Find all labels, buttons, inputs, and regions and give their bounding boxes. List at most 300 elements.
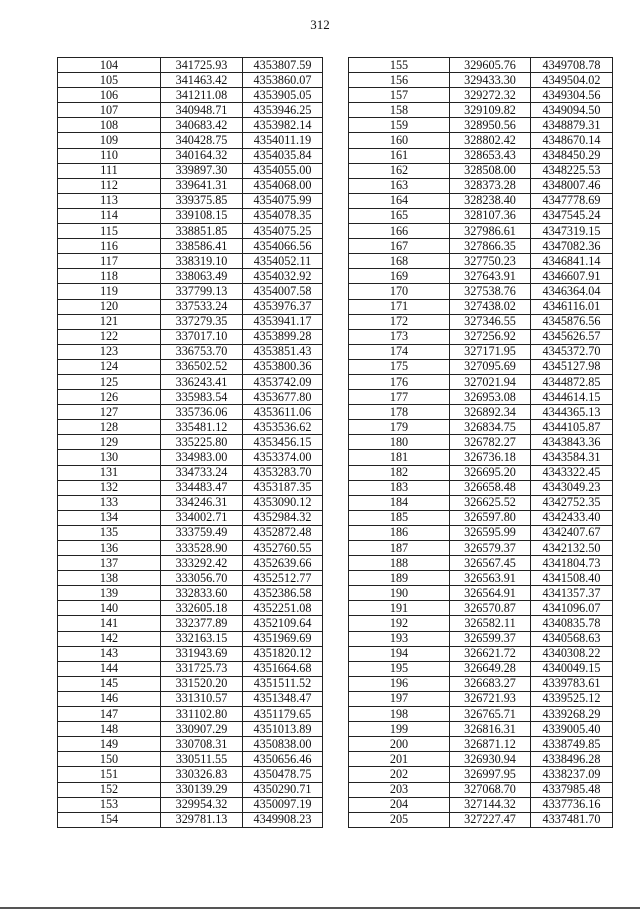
point-number-cell: 122 xyxy=(58,329,161,344)
y-coordinate-cell: 4354075.99 xyxy=(243,193,323,208)
point-number-cell: 104 xyxy=(58,58,161,73)
table-row xyxy=(58,163,323,178)
table-row xyxy=(58,465,323,480)
x-coordinate-cell: 333292.42 xyxy=(161,556,243,571)
y-coordinate-cell: 4350290.71 xyxy=(243,782,323,797)
x-coordinate-cell: 335983.54 xyxy=(161,390,243,405)
table-row xyxy=(58,782,323,797)
x-coordinate-cell: 329781.13 xyxy=(161,812,243,827)
point-number-cell: 111 xyxy=(58,163,161,178)
x-coordinate-cell: 333759.49 xyxy=(161,525,243,540)
point-number-cell: 190 xyxy=(349,586,450,601)
x-coordinate-cell: 327538.76 xyxy=(450,284,531,299)
y-coordinate-cell: 4347319.15 xyxy=(531,224,613,239)
x-coordinate-cell: 328238.40 xyxy=(450,193,531,208)
point-number-cell: 106 xyxy=(58,88,161,103)
x-coordinate-cell: 339108.15 xyxy=(161,208,243,223)
y-coordinate-cell: 4353860.07 xyxy=(243,73,323,88)
y-coordinate-cell: 4347082.36 xyxy=(531,239,613,254)
x-coordinate-cell: 337017.10 xyxy=(161,329,243,344)
y-coordinate-cell: 4354007.58 xyxy=(243,284,323,299)
x-coordinate-cell: 336502.52 xyxy=(161,359,243,374)
table-row xyxy=(349,73,613,88)
point-number-cell: 112 xyxy=(58,178,161,193)
table-row xyxy=(58,359,323,374)
table-row xyxy=(58,571,323,586)
y-coordinate-cell: 4342407.67 xyxy=(531,525,613,540)
table-row xyxy=(349,344,613,359)
y-coordinate-cell: 4341096.07 xyxy=(531,601,613,616)
y-coordinate-cell: 4352872.48 xyxy=(243,525,323,540)
point-number-cell: 147 xyxy=(58,707,161,722)
y-coordinate-cell: 4353899.28 xyxy=(243,329,323,344)
table-row xyxy=(58,450,323,465)
x-coordinate-cell: 326597.80 xyxy=(450,510,531,525)
x-coordinate-cell: 328508.00 xyxy=(450,163,531,178)
point-number-cell: 205 xyxy=(349,812,450,827)
point-number-cell: 118 xyxy=(58,269,161,284)
point-number-cell: 174 xyxy=(349,344,450,359)
table-row xyxy=(349,556,613,571)
table-row xyxy=(58,314,323,329)
table-row xyxy=(349,737,613,752)
table-row xyxy=(349,163,613,178)
table-row xyxy=(58,646,323,661)
x-coordinate-cell: 341463.42 xyxy=(161,73,243,88)
table-row xyxy=(349,239,613,254)
y-coordinate-cell: 4353090.12 xyxy=(243,495,323,510)
point-number-cell: 191 xyxy=(349,601,450,616)
point-number-cell: 124 xyxy=(58,359,161,374)
table-row xyxy=(349,722,613,737)
y-coordinate-cell: 4354066.56 xyxy=(243,239,323,254)
point-number-cell: 132 xyxy=(58,480,161,495)
point-number-cell: 126 xyxy=(58,390,161,405)
x-coordinate-cell: 330139.29 xyxy=(161,782,243,797)
point-number-cell: 128 xyxy=(58,420,161,435)
y-coordinate-cell: 4353905.05 xyxy=(243,88,323,103)
table-row xyxy=(349,103,613,118)
y-coordinate-cell: 4342433.40 xyxy=(531,510,613,525)
y-coordinate-cell: 4348670.14 xyxy=(531,133,613,148)
table-row xyxy=(349,133,613,148)
point-number-cell: 148 xyxy=(58,722,161,737)
x-coordinate-cell: 334983.00 xyxy=(161,450,243,465)
table-row xyxy=(58,73,323,88)
table-row xyxy=(349,601,613,616)
x-coordinate-cell: 326563.91 xyxy=(450,571,531,586)
point-number-cell: 134 xyxy=(58,510,161,525)
y-coordinate-cell: 4343843.36 xyxy=(531,435,613,450)
point-number-cell: 141 xyxy=(58,616,161,631)
table-row xyxy=(58,661,323,676)
x-coordinate-cell: 332377.89 xyxy=(161,616,243,631)
x-coordinate-cell: 341725.93 xyxy=(161,58,243,73)
table-row xyxy=(58,495,323,510)
x-coordinate-cell: 332833.60 xyxy=(161,586,243,601)
point-number-cell: 171 xyxy=(349,299,450,314)
table-row xyxy=(349,374,613,389)
point-number-cell: 161 xyxy=(349,148,450,163)
point-number-cell: 117 xyxy=(58,254,161,269)
point-number-cell: 189 xyxy=(349,571,450,586)
coordinates-table-right-body xyxy=(349,58,613,828)
x-coordinate-cell: 329954.32 xyxy=(161,797,243,812)
y-coordinate-cell: 4345127.98 xyxy=(531,359,613,374)
table-row xyxy=(349,586,613,601)
y-coordinate-cell: 4341804.73 xyxy=(531,556,613,571)
point-number-cell: 108 xyxy=(58,118,161,133)
point-number-cell: 186 xyxy=(349,525,450,540)
x-coordinate-cell: 329272.32 xyxy=(450,88,531,103)
point-number-cell: 110 xyxy=(58,148,161,163)
y-coordinate-cell: 4353946.25 xyxy=(243,103,323,118)
y-coordinate-cell: 4351013.89 xyxy=(243,722,323,737)
y-coordinate-cell: 4342132.50 xyxy=(531,541,613,556)
x-coordinate-cell: 327095.69 xyxy=(450,359,531,374)
x-coordinate-cell: 333056.70 xyxy=(161,571,243,586)
table-row xyxy=(58,390,323,405)
x-coordinate-cell: 327438.02 xyxy=(450,299,531,314)
point-number-cell: 187 xyxy=(349,541,450,556)
point-number-cell: 201 xyxy=(349,752,450,767)
table-row xyxy=(58,480,323,495)
y-coordinate-cell: 4345626.57 xyxy=(531,329,613,344)
y-coordinate-cell: 4348225.53 xyxy=(531,163,613,178)
x-coordinate-cell: 326953.08 xyxy=(450,390,531,405)
table-row xyxy=(349,420,613,435)
x-coordinate-cell: 328653.43 xyxy=(450,148,531,163)
x-coordinate-cell: 334483.47 xyxy=(161,480,243,495)
x-coordinate-cell: 334246.31 xyxy=(161,495,243,510)
point-number-cell: 166 xyxy=(349,224,450,239)
y-coordinate-cell: 4353941.17 xyxy=(243,314,323,329)
point-number-cell: 169 xyxy=(349,269,450,284)
y-coordinate-cell: 4338749.85 xyxy=(531,737,613,752)
x-coordinate-cell: 327866.35 xyxy=(450,239,531,254)
table-row xyxy=(349,450,613,465)
point-number-cell: 204 xyxy=(349,797,450,812)
coordinates-table-left xyxy=(57,57,323,828)
x-coordinate-cell: 326567.45 xyxy=(450,556,531,571)
point-number-cell: 185 xyxy=(349,510,450,525)
point-number-cell: 197 xyxy=(349,691,450,706)
x-coordinate-cell: 332163.15 xyxy=(161,631,243,646)
table-row xyxy=(58,691,323,706)
point-number-cell: 173 xyxy=(349,329,450,344)
y-coordinate-cell: 4353807.59 xyxy=(243,58,323,73)
x-coordinate-cell: 329433.30 xyxy=(450,73,531,88)
table-row xyxy=(349,571,613,586)
point-number-cell: 138 xyxy=(58,571,161,586)
point-number-cell: 193 xyxy=(349,631,450,646)
x-coordinate-cell: 327346.55 xyxy=(450,314,531,329)
point-number-cell: 176 xyxy=(349,374,450,389)
point-number-cell: 107 xyxy=(58,103,161,118)
table-row xyxy=(58,676,323,691)
point-number-cell: 168 xyxy=(349,254,450,269)
y-coordinate-cell: 4351511.52 xyxy=(243,676,323,691)
table-row xyxy=(349,631,613,646)
x-coordinate-cell: 338319.10 xyxy=(161,254,243,269)
x-coordinate-cell: 326997.95 xyxy=(450,767,531,782)
point-number-cell: 130 xyxy=(58,450,161,465)
y-coordinate-cell: 4340049.15 xyxy=(531,661,613,676)
y-coordinate-cell: 4354032.92 xyxy=(243,269,323,284)
x-coordinate-cell: 330907.29 xyxy=(161,722,243,737)
point-number-cell: 163 xyxy=(349,178,450,193)
y-coordinate-cell: 4347778.69 xyxy=(531,193,613,208)
point-number-cell: 196 xyxy=(349,676,450,691)
table-row xyxy=(349,495,613,510)
table-row xyxy=(58,541,323,556)
table-row xyxy=(58,284,323,299)
y-coordinate-cell: 4353800.36 xyxy=(243,359,323,374)
y-coordinate-cell: 4353982.14 xyxy=(243,118,323,133)
x-coordinate-cell: 329109.82 xyxy=(450,103,531,118)
x-coordinate-cell: 326834.75 xyxy=(450,420,531,435)
table-row xyxy=(349,616,613,631)
x-coordinate-cell: 331943.69 xyxy=(161,646,243,661)
point-number-cell: 177 xyxy=(349,390,450,405)
point-number-cell: 181 xyxy=(349,450,450,465)
table-row xyxy=(349,707,613,722)
x-coordinate-cell: 340683.42 xyxy=(161,118,243,133)
point-number-cell: 156 xyxy=(349,73,450,88)
x-coordinate-cell: 340164.32 xyxy=(161,148,243,163)
y-coordinate-cell: 4344365.13 xyxy=(531,405,613,420)
point-number-cell: 182 xyxy=(349,465,450,480)
y-coordinate-cell: 4350097.19 xyxy=(243,797,323,812)
table-row xyxy=(58,797,323,812)
y-coordinate-cell: 4343049.23 xyxy=(531,480,613,495)
x-coordinate-cell: 327986.61 xyxy=(450,224,531,239)
y-coordinate-cell: 4339783.61 xyxy=(531,676,613,691)
point-number-cell: 140 xyxy=(58,601,161,616)
point-number-cell: 157 xyxy=(349,88,450,103)
table-row xyxy=(58,616,323,631)
table-row xyxy=(58,133,323,148)
y-coordinate-cell: 4351820.12 xyxy=(243,646,323,661)
x-coordinate-cell: 326582.11 xyxy=(450,616,531,631)
table-row xyxy=(349,541,613,556)
table-row xyxy=(58,299,323,314)
point-number-cell: 137 xyxy=(58,556,161,571)
x-coordinate-cell: 331310.57 xyxy=(161,691,243,706)
y-coordinate-cell: 4337736.16 xyxy=(531,797,613,812)
y-coordinate-cell: 4345372.70 xyxy=(531,344,613,359)
point-number-cell: 113 xyxy=(58,193,161,208)
table-row xyxy=(349,314,613,329)
table-row xyxy=(58,435,323,450)
table-row xyxy=(349,269,613,284)
y-coordinate-cell: 4352639.66 xyxy=(243,556,323,571)
point-number-cell: 184 xyxy=(349,495,450,510)
y-coordinate-cell: 4349908.23 xyxy=(243,812,323,827)
point-number-cell: 170 xyxy=(349,284,450,299)
x-coordinate-cell: 328950.56 xyxy=(450,118,531,133)
y-coordinate-cell: 4344105.87 xyxy=(531,420,613,435)
x-coordinate-cell: 331725.73 xyxy=(161,661,243,676)
point-number-cell: 115 xyxy=(58,224,161,239)
x-coordinate-cell: 330326.83 xyxy=(161,767,243,782)
x-coordinate-cell: 337533.24 xyxy=(161,299,243,314)
x-coordinate-cell: 332605.18 xyxy=(161,601,243,616)
y-coordinate-cell: 4352109.64 xyxy=(243,616,323,631)
point-number-cell: 172 xyxy=(349,314,450,329)
x-coordinate-cell: 327643.91 xyxy=(450,269,531,284)
table-row xyxy=(349,691,613,706)
table-row xyxy=(349,525,613,540)
table-row xyxy=(349,58,613,73)
table-row xyxy=(349,193,613,208)
x-coordinate-cell: 326695.20 xyxy=(450,465,531,480)
y-coordinate-cell: 4340568.63 xyxy=(531,631,613,646)
y-coordinate-cell: 4353677.80 xyxy=(243,390,323,405)
x-coordinate-cell: 330708.31 xyxy=(161,737,243,752)
point-number-cell: 178 xyxy=(349,405,450,420)
point-number-cell: 158 xyxy=(349,103,450,118)
point-number-cell: 145 xyxy=(58,676,161,691)
table-row xyxy=(58,767,323,782)
table-row xyxy=(58,420,323,435)
x-coordinate-cell: 339897.30 xyxy=(161,163,243,178)
x-coordinate-cell: 335481.12 xyxy=(161,420,243,435)
table-row xyxy=(58,510,323,525)
y-coordinate-cell: 4343322.45 xyxy=(531,465,613,480)
point-number-cell: 133 xyxy=(58,495,161,510)
table-row xyxy=(349,284,613,299)
x-coordinate-cell: 326564.91 xyxy=(450,586,531,601)
table-row xyxy=(58,525,323,540)
y-coordinate-cell: 4346607.91 xyxy=(531,269,613,284)
x-coordinate-cell: 331102.80 xyxy=(161,707,243,722)
y-coordinate-cell: 4353851.43 xyxy=(243,344,323,359)
table-row xyxy=(349,148,613,163)
x-coordinate-cell: 336753.70 xyxy=(161,344,243,359)
y-coordinate-cell: 4342752.35 xyxy=(531,495,613,510)
x-coordinate-cell: 335225.80 xyxy=(161,435,243,450)
table-row xyxy=(349,676,613,691)
y-coordinate-cell: 4349094.50 xyxy=(531,103,613,118)
point-number-cell: 167 xyxy=(349,239,450,254)
table-row xyxy=(349,329,613,344)
x-coordinate-cell: 327750.23 xyxy=(450,254,531,269)
y-coordinate-cell: 4349304.56 xyxy=(531,88,613,103)
y-coordinate-cell: 4344614.15 xyxy=(531,390,613,405)
table-row xyxy=(58,405,323,420)
y-coordinate-cell: 4353742.09 xyxy=(243,374,323,389)
point-number-cell: 180 xyxy=(349,435,450,450)
point-number-cell: 175 xyxy=(349,359,450,374)
point-number-cell: 154 xyxy=(58,812,161,827)
bottom-rule xyxy=(0,907,640,909)
x-coordinate-cell: 328373.28 xyxy=(450,178,531,193)
y-coordinate-cell: 4348450.29 xyxy=(531,148,613,163)
table-row xyxy=(349,752,613,767)
y-coordinate-cell: 4352386.58 xyxy=(243,586,323,601)
table-row xyxy=(349,224,613,239)
table-row xyxy=(349,208,613,223)
point-number-cell: 109 xyxy=(58,133,161,148)
point-number-cell: 151 xyxy=(58,767,161,782)
y-coordinate-cell: 4352251.08 xyxy=(243,601,323,616)
table-row xyxy=(58,556,323,571)
x-coordinate-cell: 326816.31 xyxy=(450,722,531,737)
y-coordinate-cell: 4352512.77 xyxy=(243,571,323,586)
y-coordinate-cell: 4345876.56 xyxy=(531,314,613,329)
table-row xyxy=(58,329,323,344)
table-row xyxy=(58,58,323,73)
y-coordinate-cell: 4338237.09 xyxy=(531,767,613,782)
point-number-cell: 121 xyxy=(58,314,161,329)
y-coordinate-cell: 4354011.19 xyxy=(243,133,323,148)
x-coordinate-cell: 336243.41 xyxy=(161,374,243,389)
point-number-cell: 114 xyxy=(58,208,161,223)
y-coordinate-cell: 4346116.01 xyxy=(531,299,613,314)
point-number-cell: 179 xyxy=(349,420,450,435)
x-coordinate-cell: 337799.13 xyxy=(161,284,243,299)
point-number-cell: 164 xyxy=(349,193,450,208)
x-coordinate-cell: 340948.71 xyxy=(161,103,243,118)
y-coordinate-cell: 4340835.78 xyxy=(531,616,613,631)
y-coordinate-cell: 4340308.22 xyxy=(531,646,613,661)
table-row xyxy=(349,661,613,676)
x-coordinate-cell: 326658.48 xyxy=(450,480,531,495)
y-coordinate-cell: 4339525.12 xyxy=(531,691,613,706)
y-coordinate-cell: 4352984.32 xyxy=(243,510,323,525)
x-coordinate-cell: 334002.71 xyxy=(161,510,243,525)
x-coordinate-cell: 326892.34 xyxy=(450,405,531,420)
point-number-cell: 202 xyxy=(349,767,450,782)
point-number-cell: 129 xyxy=(58,435,161,450)
x-coordinate-cell: 327171.95 xyxy=(450,344,531,359)
y-coordinate-cell: 4351969.69 xyxy=(243,631,323,646)
x-coordinate-cell: 328802.42 xyxy=(450,133,531,148)
point-number-cell: 123 xyxy=(58,344,161,359)
point-number-cell: 199 xyxy=(349,722,450,737)
y-coordinate-cell: 4337985.48 xyxy=(531,782,613,797)
table-row xyxy=(58,722,323,737)
table-row xyxy=(349,359,613,374)
table-row xyxy=(58,586,323,601)
table-row xyxy=(349,390,613,405)
table-row xyxy=(349,405,613,420)
x-coordinate-cell: 326599.37 xyxy=(450,631,531,646)
table-row xyxy=(349,510,613,525)
point-number-cell: 105 xyxy=(58,73,161,88)
point-number-cell: 136 xyxy=(58,541,161,556)
table-row xyxy=(349,88,613,103)
point-number-cell: 159 xyxy=(349,118,450,133)
point-number-cell: 160 xyxy=(349,133,450,148)
table-row xyxy=(58,269,323,284)
y-coordinate-cell: 4353456.15 xyxy=(243,435,323,450)
point-number-cell: 139 xyxy=(58,586,161,601)
point-number-cell: 203 xyxy=(349,782,450,797)
table-row xyxy=(349,812,613,827)
point-number-cell: 120 xyxy=(58,299,161,314)
table-row xyxy=(349,178,613,193)
y-coordinate-cell: 4354052.11 xyxy=(243,254,323,269)
point-number-cell: 194 xyxy=(349,646,450,661)
point-number-cell: 188 xyxy=(349,556,450,571)
y-coordinate-cell: 4353611.06 xyxy=(243,405,323,420)
table-row xyxy=(58,178,323,193)
point-number-cell: 162 xyxy=(349,163,450,178)
point-number-cell: 135 xyxy=(58,525,161,540)
table-row xyxy=(58,224,323,239)
